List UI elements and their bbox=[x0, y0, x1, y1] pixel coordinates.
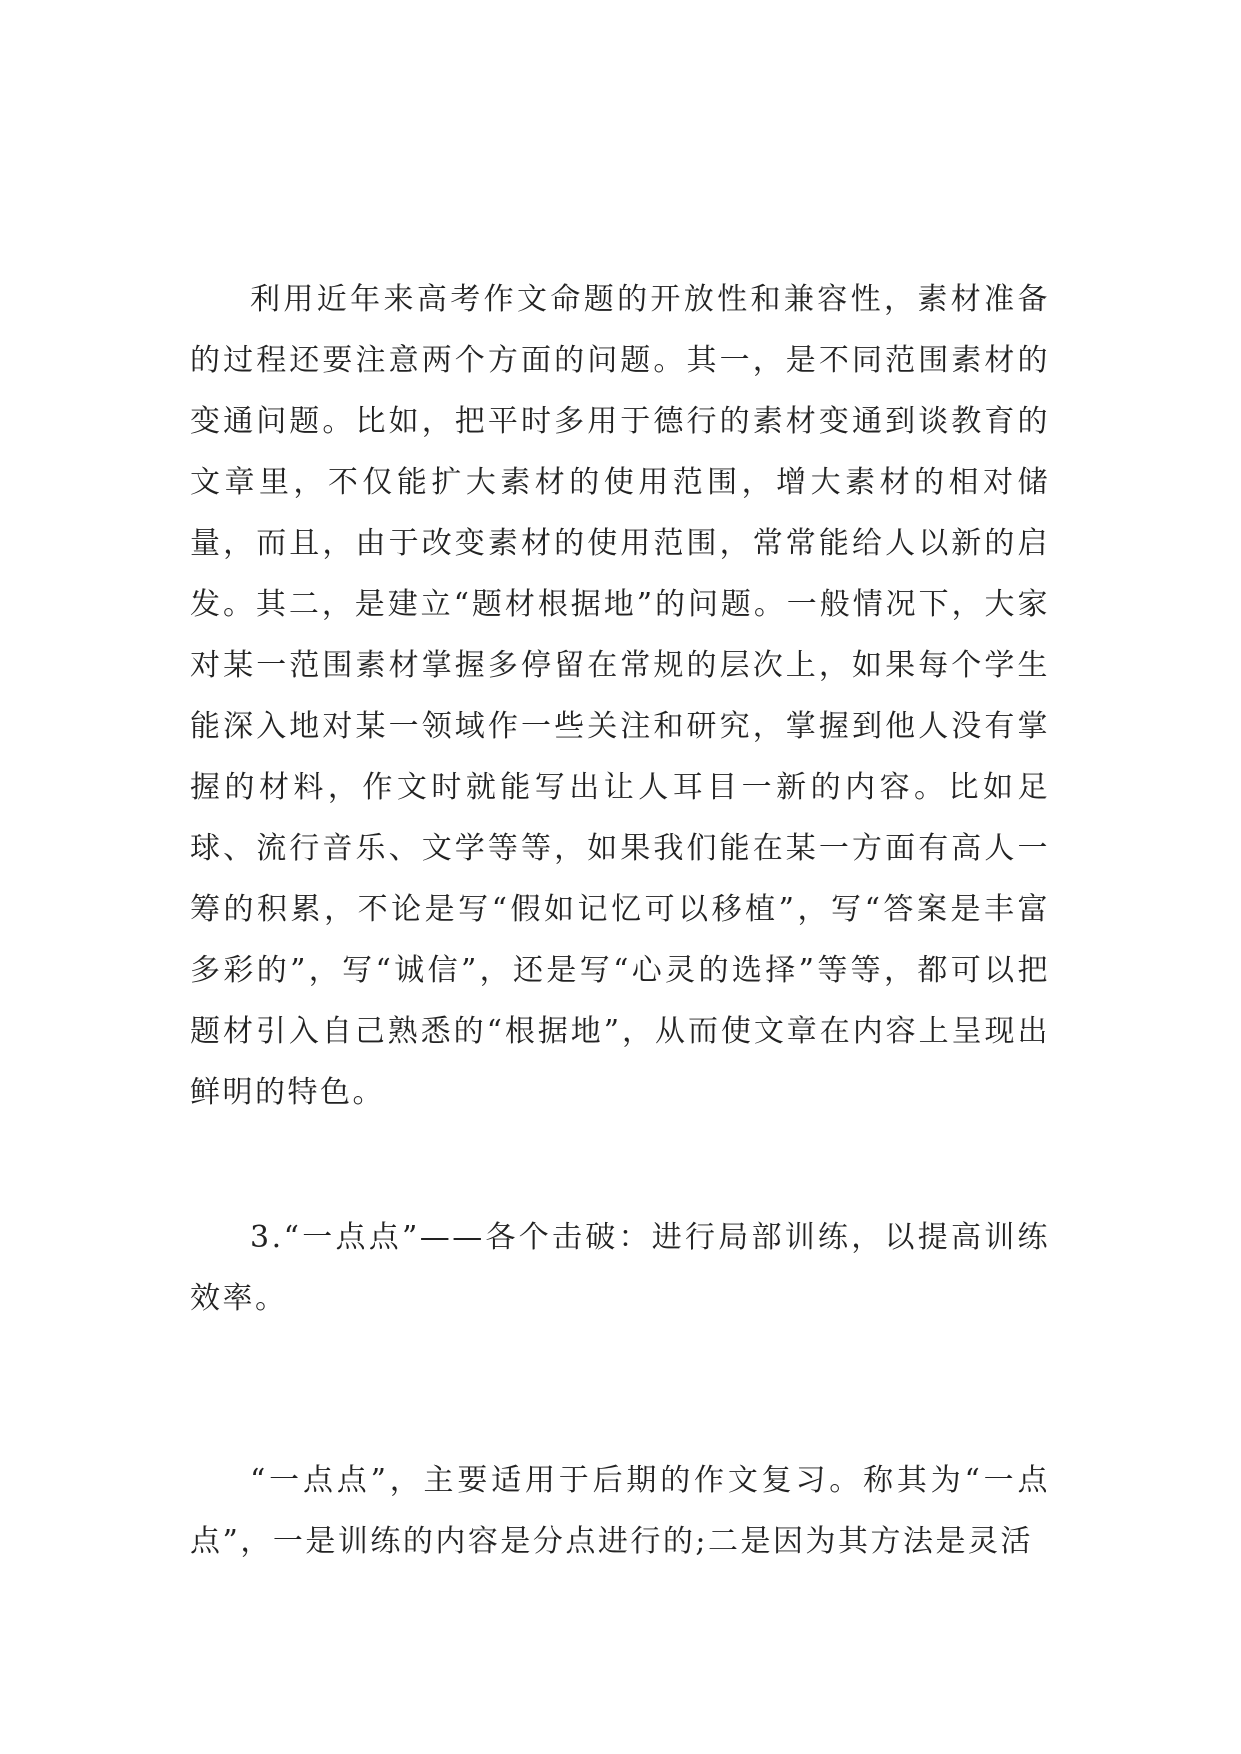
section-heading-point-training: 3.“一点点”——各个击破：进行局部训练，以提高训练效率。 bbox=[190, 1220, 1050, 1316]
paragraph-point-training-intro: “一点点”，主要适用于后期的作文复习。称其为“一点点”，一是训练的内容是分点进行的;二是因为其方法是灵活 bbox=[190, 1463, 1050, 1559]
paragraph-material-preparation: 利用近年来高考作文命题的开放性和兼容性，素材准备的过程还要注意两个方面的问题。其一，是不同范围素材的变通问题。比如，把平时多用于德行的素材变通到谈教育的文章里，不仅能扩大素材的使用范围，增大素材的相对储量，而且，由于改变素材的使用范围，常常能给人以新的启发。其二，是建立“题材根据地”的问题。一般情况下，大家对某一范围素材掌握多停留在常规的层次上，如果每个学生能深入地对某一领域作一些关注和研究，掌握到他人没有掌握的材料，作文时就能写出让人耳目一新的内容。比如足球、流行音乐、文学等等，如果我们能在某一方面有高人一筹的积累，不论是写“假如记忆可以移植”，写“答案是丰富多彩的”，写“诚信”，还是写“心灵的选择”等等，都可以把题材引入自己熟悉的“根据地”，从而使文章在内容上呈现出鲜明的特色。 bbox=[190, 282, 1050, 1110]
